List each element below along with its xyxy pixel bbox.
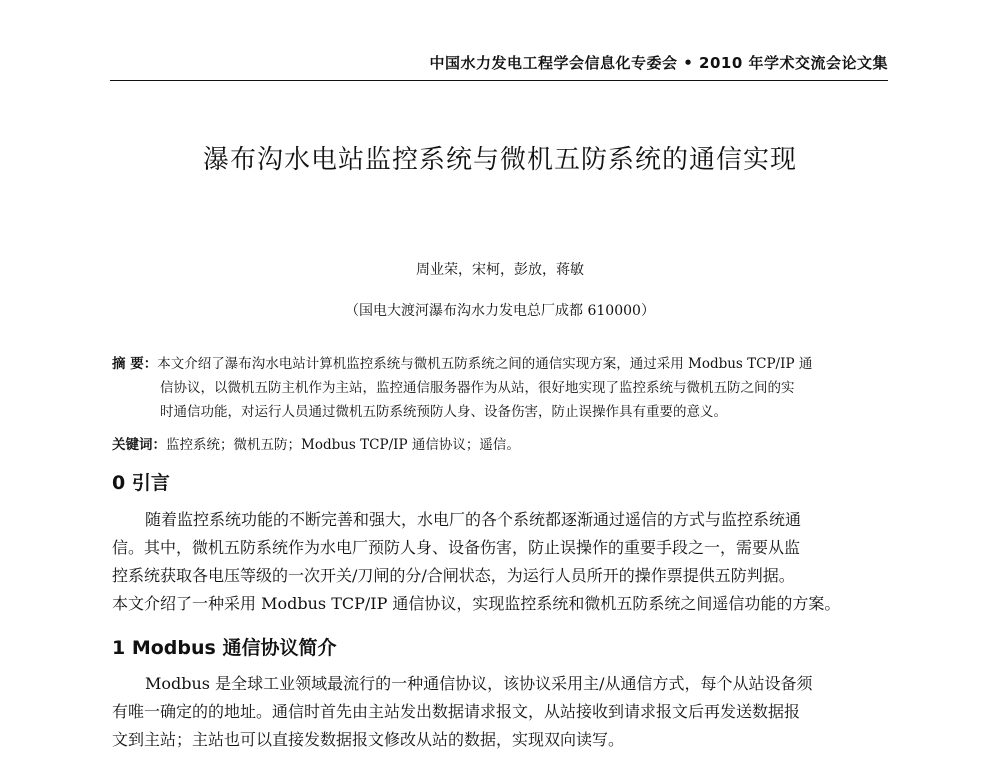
paragraph-line: 有唯一确定的的地址。通信时首先由主站发出数据请求报文，从站接收到请求报文后再发送数据报: [112, 702, 801, 721]
abstract-line: 时通信功能，对运行人员通过微机五防系统预防人身、设备伤害，防止误操作具有重要的意义。: [160, 404, 727, 420]
paragraph-line: 文到主站；主站也可以直接发数据报文修改从站的数据，实现双向读写。: [112, 730, 625, 749]
modbus-paragraph: [112, 670, 888, 754]
paragraph-line: 控系统获取各电压等级的一次开关/刀闸的分/合闸状态，为运行人员所开的操作票提供五防判据。: [112, 566, 795, 585]
running-header: 中国水力发电工程学会信息化专委会 • 2010 年学术交流会论文集: [429, 54, 888, 72]
paragraph-line: Modbus 是全球工业领域最流行的一种通信协议，该协议采用主/从通信方式，每个从站设备须: [145, 674, 813, 693]
abstract-line: [112, 352, 888, 376]
section-heading-modbus: 1 Modbus 通信协议简介: [112, 637, 337, 659]
paragraph-line: 信。其中，微机五防系统作为水电厂预防人身、设备伤害，防止误操作的重要手段之一，需要从监: [112, 538, 801, 557]
abstract-label: 摘 要：: [112, 356, 158, 372]
paragraph-line: 随着监控系统功能的不断完善和强大，水电厂的各个系统都逐渐通过遥信的方式与监控系统通: [145, 510, 802, 529]
paragraph-line: 本文介绍了一种采用 Modbus TCP/IP 通信协议，实现监控系统和微机五防系统之间遥信功能的方案。: [112, 594, 841, 613]
introduction-paragraph: [112, 506, 888, 618]
paper-affiliation: （国电大渡河瀑布沟水力发电总厂成都 610000）: [345, 303, 655, 319]
header-divider: [110, 80, 888, 81]
paper-title: 瀑布沟水电站监控系统与微机五防系统的通信实现: [202, 145, 797, 175]
section-heading-introduction: 0 引言: [112, 472, 170, 494]
abstract: [112, 352, 888, 424]
abstract-line: 信协议，以微机五防主机作为主站，监控通信服务器作为从站，很好地实现了监控系统与微机五防之间的实: [160, 380, 795, 396]
keywords-text: 监控系统；微机五防；Modbus TCP/IP 通信协议；遥信。: [166, 437, 520, 453]
paper-authors: 周业荣，宋柯，彭放，蒋敏: [416, 262, 584, 278]
keywords: [112, 433, 520, 453]
keywords-label: 关键词：: [112, 437, 166, 453]
abstract-text: 本文介绍了瀑布沟水电站计算机监控系统与微机五防系统之间的通信实现方案，通过采用 Modbus TCP/IP 通: [157, 356, 813, 372]
